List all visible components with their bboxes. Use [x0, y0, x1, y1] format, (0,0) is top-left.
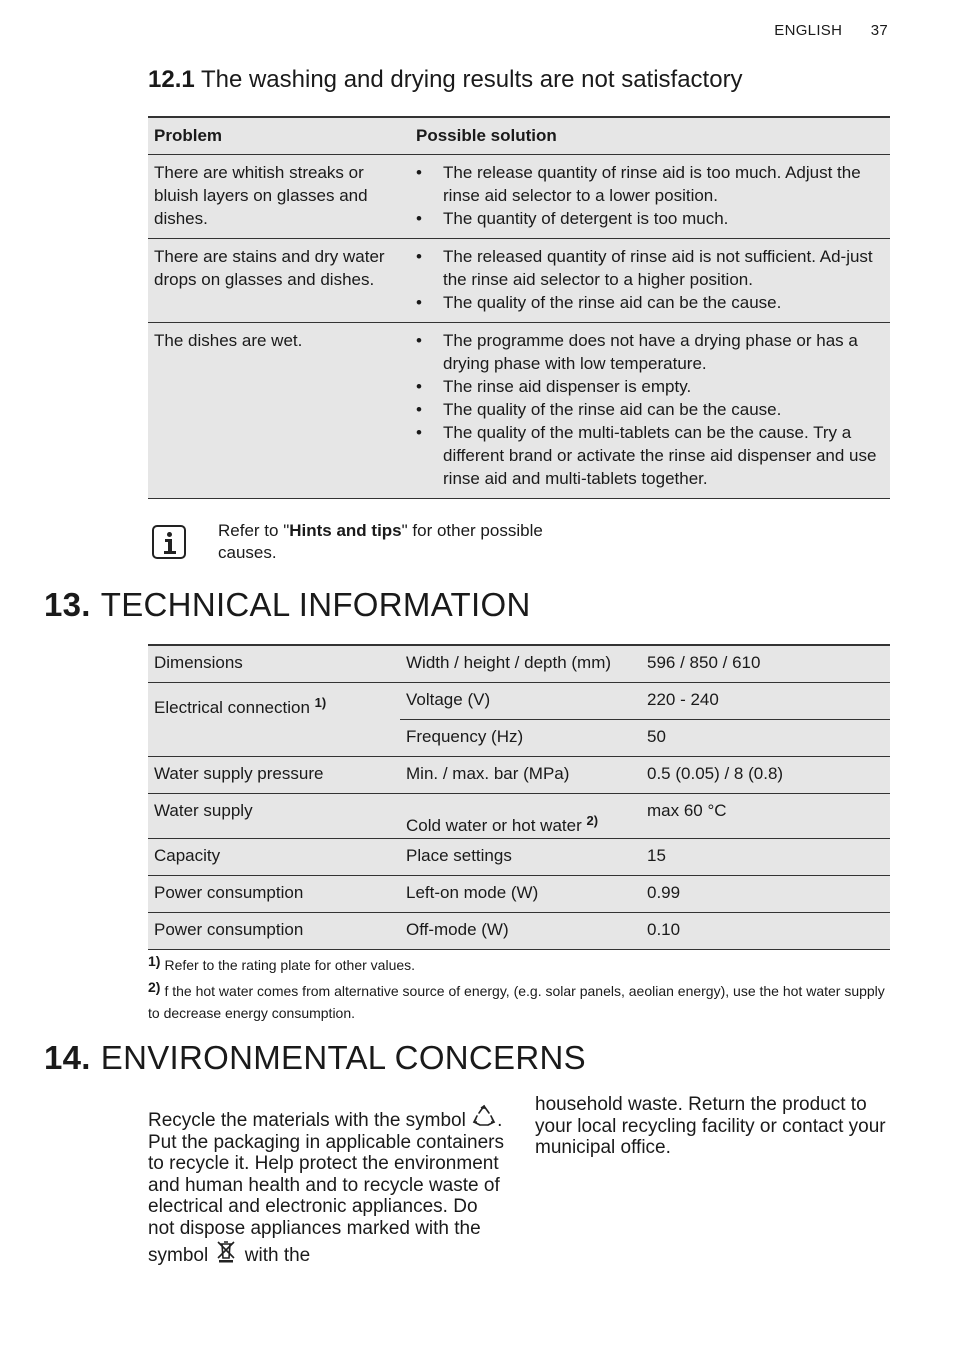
info-icon [152, 525, 186, 559]
column-header-solution: Possible solution [410, 117, 890, 155]
solution-item: • The release quantity of rinse aid is too much. Adjust the rinse aid selector to a lower position. [416, 161, 884, 207]
section-number: 13. [44, 586, 91, 623]
solution-item: • The quality of the rinse aid can be the cause. [416, 398, 884, 421]
spec-value: 0.10 [641, 913, 890, 950]
spec-parameter-text: Cold water or hot water [406, 816, 582, 835]
spec-label: Water supply [148, 794, 400, 839]
solution-list [416, 245, 884, 314]
spec-parameter: Off-mode (W) [400, 913, 641, 950]
problem-cell: The dishes are wet. [148, 323, 410, 499]
table-row [148, 645, 890, 683]
table-row [148, 239, 890, 323]
spec-value: max 60 °C [641, 794, 890, 839]
solution-cell [410, 323, 890, 499]
section-title: TECHNICAL INFORMATION [100, 586, 531, 623]
spec-parameter: Voltage (V) [400, 683, 641, 720]
solution-cell [410, 155, 890, 239]
spec-label: Water supply pressure [148, 757, 400, 794]
section-number: 14. [44, 1039, 91, 1076]
info-note-text [218, 520, 572, 564]
footnote [148, 950, 890, 976]
solution-item: • The programme does not have a drying phase or has a drying phase with low temperature. [416, 329, 884, 375]
solution-item: • The rinse aid dispenser is empty. [416, 375, 884, 398]
troubleshooting-table [148, 116, 890, 499]
spec-parameter [406, 801, 635, 836]
footnote-text: Refer to the rating plate for other values. [164, 957, 416, 973]
spec-label: Electrical connection [154, 698, 310, 717]
section-number: 12.1 [148, 66, 195, 93]
technical-info-table [148, 644, 890, 950]
env-text: with the [244, 1245, 311, 1266]
spec-parameter: Left-on mode (W) [400, 876, 641, 913]
footnote-marker: 2) [148, 979, 161, 995]
table-row [148, 155, 890, 239]
environment-text-right: household waste. Return the product to your local recycling facility or contact your municipal office. [535, 1094, 886, 1158]
crossed-bin-icon [213, 1239, 239, 1263]
footnote-text: f the hot water comes from alternative source of energy, (e.g. solar panels, aeolian energy), use the hot water supply to decrease energy consumption. [148, 983, 885, 1021]
solution-item: • The quality of the multi-tablets can be the cause. Try a different brand or activate the rinse aid dispenser and use rinse aid and multi-tablets together. [416, 421, 884, 490]
table-footnotes [148, 950, 890, 1024]
column-header-problem: Problem [148, 117, 410, 155]
note-suffix: " for other possible causes. [218, 521, 543, 562]
section-14-heading [44, 1039, 586, 1077]
spec-label: Power consumption [148, 876, 400, 913]
solution-item: • The quality of the rinse aid can be the cause. [416, 291, 884, 314]
problem-cell: There are stains and dry water drops on glasses and dishes. [148, 239, 410, 323]
footnote-marker: 2) [586, 813, 599, 828]
recycle-icon [471, 1104, 497, 1128]
env-text: . Put the packaging in applicable containers to recycle it. Help protect the environment and human health and to recycle waste of electrical and electronic appliances. Do not dispose appliances marked with the symbol [148, 1110, 504, 1266]
solution-list [416, 329, 884, 490]
table-row [148, 323, 890, 499]
page-number: 37 [870, 22, 888, 39]
spec-value: 220 - 240 [641, 683, 890, 720]
spec-parameter: Width / height / depth (mm) [400, 645, 641, 683]
table-row [148, 839, 890, 876]
footnote-marker: 1) [314, 695, 327, 710]
footnote [148, 976, 890, 1024]
table-row [148, 794, 890, 839]
spec-value: 0.5 (0.05) / 8 (0.8) [641, 757, 890, 794]
spec-parameter-cell [400, 794, 641, 839]
spec-value: 596 / 850 / 610 [641, 645, 890, 683]
spec-value: 15 [641, 839, 890, 876]
section-13-heading [44, 586, 531, 624]
table-row [148, 876, 890, 913]
table-row [148, 757, 890, 794]
spec-label: Capacity [148, 839, 400, 876]
spec-label-cell [148, 683, 400, 757]
spec-parameter: Frequency (Hz) [400, 720, 641, 757]
section-12-1-heading [148, 66, 743, 94]
env-text: Recycle the materials with the symbol [148, 1110, 466, 1131]
spec-value: 50 [641, 720, 890, 757]
spec-parameter: Place settings [400, 839, 641, 876]
solution-list [416, 161, 884, 230]
language-label: ENGLISH [774, 22, 843, 39]
solution-cell [410, 239, 890, 323]
hints-and-tips-reference: Hints and tips [289, 521, 402, 540]
table-row [148, 683, 890, 720]
table-row [148, 913, 890, 950]
environment-text-left [148, 1104, 508, 1267]
spec-value: 0.99 [641, 876, 890, 913]
note-prefix: Refer to " [218, 521, 290, 540]
section-title: ENVIRONMENTAL CONCERNS [100, 1039, 586, 1076]
footnote-marker: 1) [148, 953, 161, 969]
solution-item: • The released quantity of rinse aid is not sufficient. Ad-just the rinse aid selector to a higher position. [416, 245, 884, 291]
section-title: The washing and drying results are not satisfactory [200, 66, 743, 93]
spec-label: Dimensions [148, 645, 400, 683]
spec-label: Power consumption [148, 913, 400, 950]
table-header-row [148, 117, 890, 155]
spec-parameter: Min. / max. bar (MPa) [400, 757, 641, 794]
solution-item: • The quantity of detergent is too much. [416, 207, 884, 230]
problem-cell: There are whitish streaks or bluish layers on glasses and dishes. [148, 155, 410, 239]
page-header [774, 22, 888, 39]
info-note [152, 520, 572, 570]
